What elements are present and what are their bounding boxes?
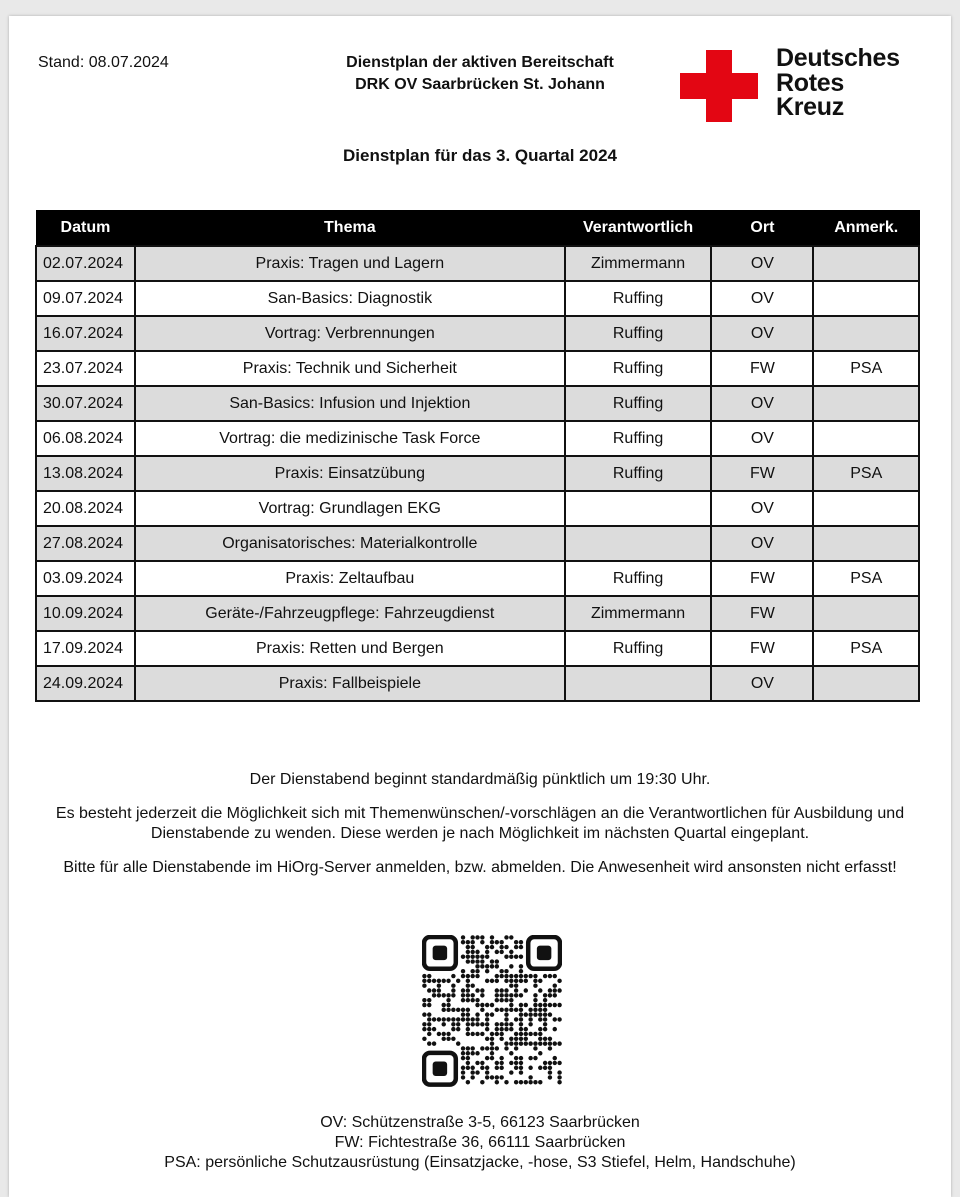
cell-datum: 13.08.2024 (36, 456, 135, 491)
table-row (36, 421, 919, 456)
drk-logo (680, 46, 930, 124)
cell-datum: 24.09.2024 (36, 666, 135, 701)
table-row (36, 386, 919, 421)
table-body (36, 246, 919, 701)
cell-anmerkung (813, 281, 919, 316)
note-topic-wishes: Es besteht jederzeit die Möglichkeit sich mit Themenwünschen/-vorschlägen an die Verantwortlichen für Ausbildung und Dienstabende zu wenden. Diese werden je nach Möglichkeit im nächsten Quartal eingeplant. (55, 805, 905, 842)
cell-verantwortlich: Ruffing (565, 561, 712, 596)
cell-datum: 09.07.2024 (36, 281, 135, 316)
cell-anmerkung (813, 526, 919, 561)
red-cross-icon (680, 50, 758, 122)
cell-thema: Praxis: Tragen und Lagern (135, 246, 565, 281)
cell-thema: Praxis: Fallbeispiele (135, 666, 565, 701)
table-row (36, 456, 919, 491)
cell-datum: 27.08.2024 (36, 526, 135, 561)
cell-datum: 20.08.2024 (36, 491, 135, 526)
table-row (36, 281, 919, 316)
cell-datum: 30.07.2024 (36, 386, 135, 421)
legend-psa: PSA: persönliche Schutzausrüstung (Einsatzjacke, -hose, S3 Stiefel, Helm, Handschuhe) (164, 1154, 796, 1171)
cell-datum: 06.08.2024 (36, 421, 135, 456)
cell-anmerkung: PSA (813, 561, 919, 596)
cell-verantwortlich (565, 666, 712, 701)
cell-anmerkung (813, 421, 919, 456)
cell-verantwortlich (565, 491, 712, 526)
cell-anmerkung: PSA (813, 631, 919, 666)
table-row (36, 316, 919, 351)
cell-datum: 17.09.2024 (36, 631, 135, 666)
header-datum: Datum (36, 210, 135, 246)
cell-verantwortlich: Ruffing (565, 456, 712, 491)
cell-ort: OV (711, 421, 813, 456)
cell-datum: 23.07.2024 (36, 351, 135, 386)
table-row (36, 666, 919, 701)
cell-ort: OV (711, 246, 813, 281)
notes (40, 770, 920, 892)
cell-thema: Geräte-/Fahrzeugpflege: Fahrzeugdienst (135, 596, 565, 631)
table-header-row (36, 210, 919, 246)
cell-ort: OV (711, 666, 813, 701)
cell-thema: San-Basics: Infusion und Injektion (135, 386, 565, 421)
note-registration: Bitte für alle Dienstabende im HiOrg-Server anmelden, bzw. abmelden. Die Anwesenheit wird ansonsten nicht erfasst! (63, 859, 897, 876)
cell-thema: Vortrag: Verbrennungen (135, 316, 565, 351)
cell-anmerkung (813, 491, 919, 526)
cell-verantwortlich: Ruffing (565, 421, 712, 456)
cell-ort: FW (711, 561, 813, 596)
cell-ort: OV (711, 281, 813, 316)
table-row (36, 351, 919, 386)
cell-anmerkung (813, 316, 919, 351)
header-anmerkung: Anmerk. (813, 210, 919, 246)
table-row (36, 526, 919, 561)
note-start-time: Der Dienstabend beginnt standardmäßig pünktlich um 19:30 Uhr. (249, 771, 711, 788)
cell-verantwortlich: Ruffing (565, 631, 712, 666)
cell-verantwortlich: Zimmermann (565, 596, 712, 631)
cell-datum: 02.07.2024 (36, 246, 135, 281)
header-thema: Thema (135, 210, 565, 246)
cell-ort: OV (711, 526, 813, 561)
cell-thema: Vortrag: die medizinische Task Force (135, 421, 565, 456)
cell-ort: OV (711, 491, 813, 526)
address-fw: FW: Fichtestraße 36, 66111 Saarbrücken (334, 1134, 626, 1151)
cell-verantwortlich: Ruffing (565, 386, 712, 421)
cell-verantwortlich (565, 526, 712, 561)
table-row (36, 491, 919, 526)
stand-date: Stand: 08.07.2024 (38, 54, 169, 71)
header-line-2: DRK OV Saarbrücken St. Johann (355, 76, 605, 93)
logo-line-1: Deutsches (776, 44, 900, 72)
cell-thema: Organisatorisches: Materialkontrolle (135, 526, 565, 561)
cell-anmerkung (813, 386, 919, 421)
cell-ort: FW (711, 596, 813, 631)
schedule-table (35, 210, 920, 702)
cell-ort: FW (711, 351, 813, 386)
cell-anmerkung (813, 596, 919, 631)
address-legend (0, 1113, 960, 1173)
cell-anmerkung: PSA (813, 351, 919, 386)
cell-verantwortlich: Zimmermann (565, 246, 712, 281)
cell-ort: FW (711, 456, 813, 491)
quarter-title: Dienstplan für das 3. Quartal 2024 (343, 146, 617, 165)
cell-thema: Praxis: Einsatzübung (135, 456, 565, 491)
cell-verantwortlich: Ruffing (565, 316, 712, 351)
cell-anmerkung: PSA (813, 456, 919, 491)
cell-thema: Praxis: Technik und Sicherheit (135, 351, 565, 386)
cell-ort: OV (711, 316, 813, 351)
cell-anmerkung (813, 666, 919, 701)
logo-line-2: Rotes (776, 68, 844, 97)
cell-datum: 03.09.2024 (36, 561, 135, 596)
header-ort: Ort (711, 210, 813, 246)
cell-thema: Praxis: Zeltaufbau (135, 561, 565, 596)
cell-thema: Vortrag: Grundlagen EKG (135, 491, 565, 526)
qr-code-icon (422, 935, 562, 1087)
cell-datum: 10.09.2024 (36, 596, 135, 631)
address-ov: OV: Schützenstraße 3-5, 66123 Saarbrücken (320, 1114, 640, 1131)
cell-verantwortlich: Ruffing (565, 281, 712, 316)
cell-ort: FW (711, 631, 813, 666)
cell-verantwortlich: Ruffing (565, 351, 712, 386)
header-verantwortlich: Verantwortlich (565, 210, 712, 246)
cell-thema: Praxis: Retten und Bergen (135, 631, 565, 666)
table-row (36, 246, 919, 281)
cell-ort: OV (711, 386, 813, 421)
cell-datum: 16.07.2024 (36, 316, 135, 351)
cell-anmerkung (813, 246, 919, 281)
table-row (36, 596, 919, 631)
logo-line-3: Kreuz (776, 93, 844, 121)
document-header (300, 52, 660, 96)
table-row (36, 561, 919, 596)
table-row (36, 631, 919, 666)
logo-wordmark (776, 46, 900, 120)
cell-thema: San-Basics: Diagnostik (135, 281, 565, 316)
header-line-1: Dienstplan der aktiven Bereitschaft (346, 54, 614, 71)
